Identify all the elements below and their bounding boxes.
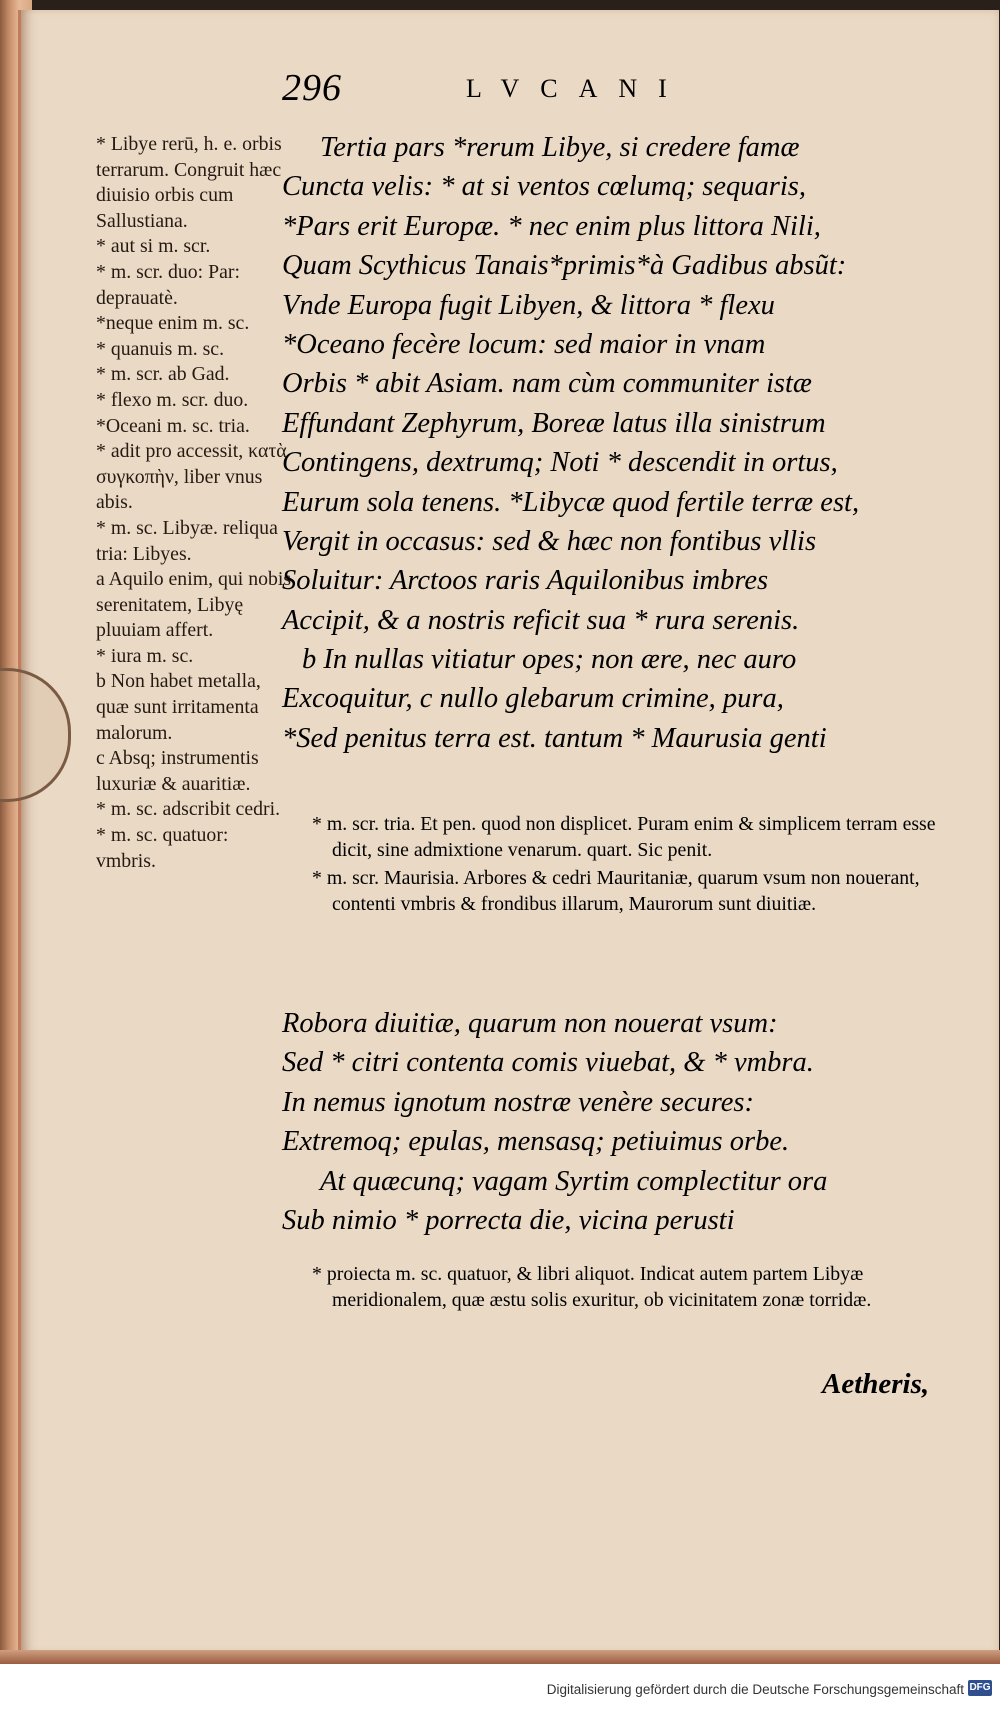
margin-gloss: * m. scr. ab Gad. xyxy=(96,363,230,386)
verse-line: Vnde Europa fugit Libyen, & littora * flexu xyxy=(282,289,775,321)
margin-gloss: * adit pro accessit, κατὰ συγκοπὴν, liber vnus abis. xyxy=(96,440,287,514)
verse-line: At quæcunq; vagam Syrtim complectitur ora xyxy=(320,1165,828,1197)
verse-line: Robora diuitiæ, quarum non nouerat vsum: xyxy=(282,1008,778,1039)
footnotes-block-2 xyxy=(312,1262,940,1316)
footnote: * m. scr. tria. Et pen. quod non displicet. Puram enim & simplicem terram esse dicit, sine admixtione venarum. quart. Sic penit. xyxy=(312,813,936,861)
verse-line: Extremoq; epulas, mensasq; petiuimus orbe. xyxy=(282,1126,790,1158)
verse-line: Effundant Zephyrum, Boreæ latus illa sinistrum xyxy=(282,407,826,439)
margin-gloss: * quanuis m. sc. xyxy=(96,337,225,360)
verse-line: Cuncta velis: * at si ventos cœlumq; sequaris, xyxy=(282,171,807,203)
margin-gloss: * m. scr. duo: Par: deprauatè. xyxy=(96,260,240,309)
digitization-footer xyxy=(0,1664,1000,1717)
footnote: * proiecta m. sc. quatuor, & libri aliquot. Indicat autem partem Libyæ meridionalem, quæ æstu solis exuritur, ob vicinitatem zonæ torridæ. xyxy=(312,1263,872,1311)
verse-block-2 xyxy=(282,1004,962,1240)
verse-line: b In nullas vitiatur opes; non ære, nec auro xyxy=(302,644,797,676)
margin-gloss: * m. sc. Libyæ. reliqua tria: Libyes. xyxy=(96,516,278,565)
margin-gloss: * m. sc. quatuor: vmbris. xyxy=(96,824,229,872)
catchword: Aetheris, xyxy=(822,1368,930,1400)
verse-line: *Sed penitus terra est. tantum * Maurusia genti xyxy=(282,722,827,754)
margin-gloss: a Aquilo enim, qui nobis serenitatem, Libyę pluuiam affert. xyxy=(96,568,292,642)
running-title: LVCANI xyxy=(466,74,688,103)
margin-glosses xyxy=(96,132,292,874)
verse-line: Tertia pars *rerum Libye, si credere famæ xyxy=(320,132,800,163)
verse-line: Eurum sola tenens. *Libycæ quod fertile terræ est, xyxy=(282,486,860,518)
page-header xyxy=(0,66,1000,116)
verse-line: Excoquitur, c nullo glebarum crimine, pura, xyxy=(282,683,784,715)
verse-line: Orbis * abit Asiam. nam cùm communiter istæ xyxy=(282,368,812,400)
verse-line: Accipit, & a nostris reficit sua * rura serenis. xyxy=(282,604,800,636)
verse-line: Sed * citri contenta comis viuebat, & * vmbra. xyxy=(282,1047,814,1079)
margin-gloss: * aut si m. scr. xyxy=(96,235,211,258)
verse-line: Contingens, dextrumq; Noti * descendit in ortus, xyxy=(282,447,838,479)
verse-line: Soluitur: Arctoos raris Aquilonibus imbres xyxy=(282,565,769,597)
verse-line: Vergit in occasus: sed & hæc non fontibus vllis xyxy=(282,525,817,557)
margin-gloss: * Libye rerū, h. e. orbis terrarum. Congruit hæc diuisio orbis cum Sallustiana. xyxy=(96,133,282,232)
verse-line: Sub nimio * porrecta die, vicina perusti xyxy=(282,1204,735,1236)
verse-line: Quam Scythicus Tanais*primis*à Gadibus absũt: xyxy=(282,250,847,282)
page-bottom-edge xyxy=(0,1650,1000,1664)
verse-block-1 xyxy=(282,128,962,758)
margin-gloss: *Oceani m. sc. tria. xyxy=(96,414,250,437)
verse-line: In nemus ignotum nostræ venère secures: xyxy=(282,1086,755,1118)
margin-gloss: b Non habet metalla, quæ sunt irritamenta malorum. xyxy=(96,670,261,744)
dfg-logo-icon: DFG xyxy=(968,1680,992,1696)
page-number: 296 xyxy=(282,67,342,109)
margin-gloss: * flexo m. scr. duo. xyxy=(96,388,249,411)
footnote: * m. scr. Maurisia. Arbores & cedri Mauritaniæ, quarum vsum non nouerant, contenti vmbris & frondibus illarum, Maurorum sunt diuitiæ. xyxy=(312,867,920,915)
margin-gloss: * iura m. sc. xyxy=(96,644,194,667)
margin-gloss: c Absq; instrumentis luxuriæ & auaritiæ. xyxy=(96,747,259,795)
footnotes-block-1 xyxy=(312,812,940,920)
margin-gloss: *neque enim m. sc. xyxy=(96,312,250,335)
funding-credit: Digitalisierung gefördert durch die Deutsche Forschungsgemeinschaft xyxy=(546,1682,964,1697)
verse-line: *Oceano fecère locum: sed maior in vnam xyxy=(282,328,766,360)
verse-line: *Pars erit Europæ. * nec enim plus littora Nili, xyxy=(282,210,821,242)
margin-gloss: * m. sc. adscribit cedri. xyxy=(96,798,281,821)
